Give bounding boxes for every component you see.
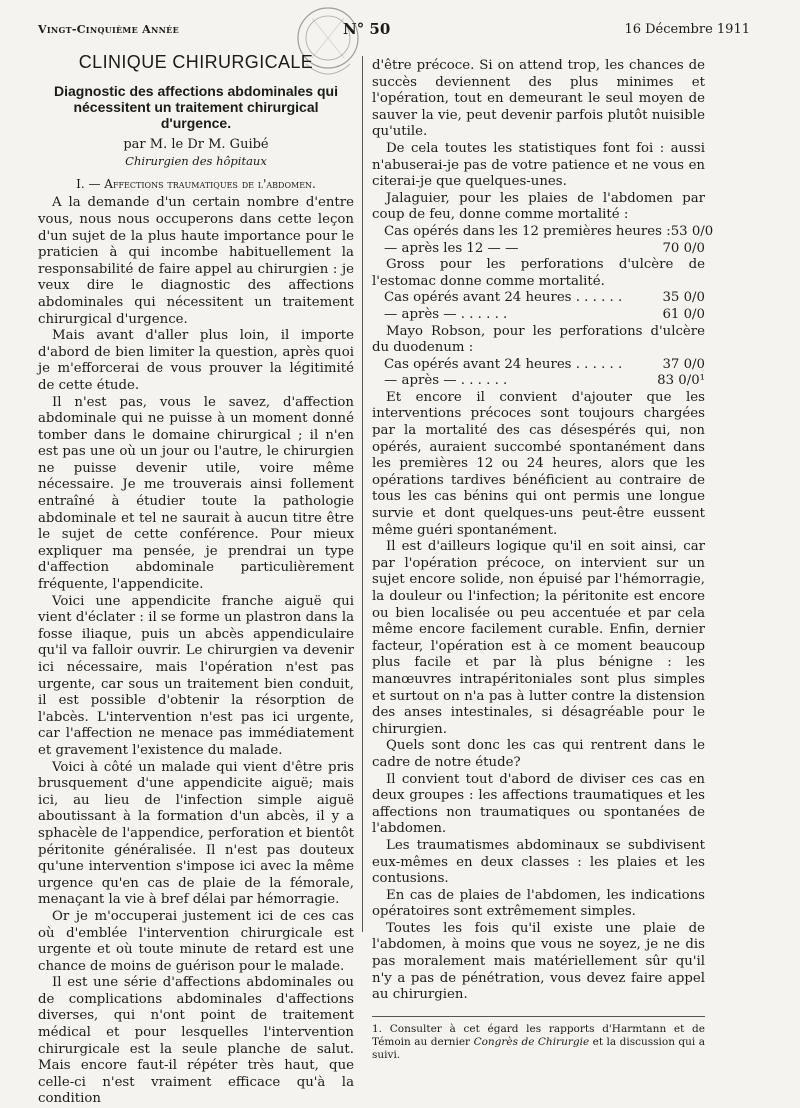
stat-row — [372, 241, 705, 258]
author-affiliation: Chirurgien des hôpitaux — [125, 154, 267, 169]
paragraph: Il est d'ailleurs logique qu'il en soit ainsi, car par l'opération précoce, on intervient sur un sujet encore solide, non épuisé par l'hémorragie, la douleur ou l'infection; la péritonite est encore ou bien localisée ou peu accentuée et par cela même encore facilement curable. Enfin, dernier facteur, l'opération est à ce moment beaucoup plus facile et par là plus bénigne : les manœuvres intrapéritoniales sont plus simples et surtout on n'a pas à lutter contre la distension des anses intestinales, si désagréable pour le chirurgien. — [372, 539, 705, 737]
stat-label: — après — . . . . . . — [384, 373, 508, 389]
paragraph: Voici une appendicite franche aiguë qui vient d'éclater : il se forme un plastron dans la fosse iliaque, puis un abcès appendiculaire qu'il va falloir ouvrir. Le chirurgien va devenir ici nécessaire, mais l'opération n'est pas urgente, car sous un traitement bien conduit, il est possible d'obtenir la résorption de l'abcès. L'intervention n'est pas ici urgente, car l'affection ne menace pas immédiatement et gravement l'existence du malade. — [38, 593, 354, 758]
paragraph: Mayo Robson, pour les perforations d'ulcère du duodenum : — [372, 323, 705, 356]
paragraph: Toutes les fois qu'il existe une plaie de l'abdomen, à moins que vous ne soyez, je ne dis pas moralement mais matériellement sûr qu'il n'y a pas de pénétration, vous devez faire appel au chirurgien. — [372, 920, 705, 1003]
stat-label: Cas opérés avant 24 heures . . . . . . — [384, 290, 623, 306]
stat-value: 61 0/0 — [662, 306, 705, 322]
paragraph: Mais avant d'aller plus loin, il importe d'abord de bien limiter la question, après quoi je m'efforcerai de vous prouver la légitimité de cette étude. — [38, 328, 354, 393]
paragraph: Voici à côté un malade qui vient d'être pris brusquement d'une appendicite aiguë; mais ici, au lieu de l'infection simple aiguë aboutissant à la formation d'un abcès, il y a sphacèle de l'appendice, perforation et bientôt péritonite généralisée. Il n'est pas douteux qu'une intervention s'impose ici avec la même urgence qu'en cas de plaie de la fémorale, menaçant la vie à bref délai par hémorragie. — [38, 759, 354, 908]
stat-label: — après les 12 — — — [384, 240, 519, 256]
stat-value: 70 0/0 — [662, 240, 705, 256]
stat-label: — après — . . . . . . — [384, 306, 508, 322]
paragraph: Quels sont donc les cas qui rentrent dans le cadre de notre étude? — [372, 738, 705, 770]
paragraph: En cas de plaies de l'abdomen, les indications opératoires sont extrêmement simples. — [372, 887, 705, 920]
stat-label: Cas opérés avant 24 heures . . . . . . — [384, 356, 623, 372]
article-title: Diagnostic des affections abdominales qui nécessitent un traitement chirurgical d'urgence. — [54, 82, 338, 131]
paragraph: Or je m'occuperai justement ici de ces cas où d'emblée l'intervention chirurgicale est urgente et où toute minute de retard est une chance de moins de guérison pour le malade. — [38, 908, 354, 974]
volume-year: Vingt-Cinquième Année — [38, 23, 179, 36]
footnote — [372, 1016, 705, 1062]
right-column — [372, 58, 714, 1061]
footnote-text: 1. Consulter à cet égard les rapports d'Harmtann et de Témoin au dernier — [372, 1022, 705, 1048]
running-header — [38, 20, 750, 42]
stat-value: 83 0/0¹ — [657, 373, 705, 389]
stat-value: 35 0/0 — [662, 290, 705, 306]
paragraph: Il convient tout d'abord de diviser ces cas en deux groupes : les affections traumatiques et les affections non traumatiques ou spontanées de l'abdomen. — [372, 771, 705, 837]
paragraph: Gross pour les perforations d'ulcère de l'estomac donne comme mortalité. — [372, 257, 705, 289]
footnote-text-end: et la discussion qui a suivi. — [372, 1035, 706, 1061]
left-column — [38, 50, 354, 1107]
stat-label: Cas opérés dans les 12 premières heures : — [384, 223, 671, 239]
paragraph: Il n'est pas, vous le savez, d'affection abdominale qui ne puisse à un moment donné tomber dans le domaine chirurgical ; il n'en est pas une où un jour ou l'autre, le chirurgien ne puisse devenir utile, voire même nécessaire. Je me trouverais ainsi follement entraîné à étudier toute la pathologie abdominale et tel ne saurait à aucun titre être le sujet de cette conférence. Pour mieux expliquer ma pensée, je prendrai un type d'affection abdominale particulièrement fréquente, l'appendicite. — [38, 394, 354, 593]
footnote-citation: Congrès de Chirurgie — [473, 1035, 590, 1048]
stat-row — [372, 223, 714, 241]
paragraph: d'être précoce. Si on attend trop, les chances de succès deviennent des plus minimes et l'opération, tout en demeurant le seul moyen de sauver la vie, peut devenir parfois plutôt nuisible qu'utile. — [372, 58, 705, 140]
paragraph: Les traumatismes abdominaux se subdivisent eux-mêmes en deux classes : les plaies et les contusions. — [372, 837, 705, 887]
paragraph: A la demande d'un certain nombre d'entre vous, nous nous occuperons dans cette leçon d'un sujet de la plus haute importance pour le praticien à qui incombe habituellement la responsabilité de faire appel au chirurgien : je veux dire le diagnostic des affections abdominales qui nécessitent un traitement chirurgical d'urgence. — [38, 195, 354, 327]
stat-row — [372, 290, 705, 307]
section-heading: I. — Affections traumatiques de l'abdomen. — [76, 176, 316, 191]
stat-row — [372, 307, 705, 324]
paragraph: Et encore il convient d'ajouter que les interventions précoces sont toujours chargées par la mortalité des cas désespérés qui, non opérés, auraient succombé spontanément dans les premières 12 ou 24 heures, alors que les opérations tardives bénéficient au contraire de tous les cas bénins qui ont permis une longue survie et dont quelques-uns peut-être eussent même guéri spontanément. — [372, 389, 705, 538]
stat-row — [372, 373, 705, 390]
stat-row — [372, 357, 705, 374]
column-divider — [362, 56, 363, 932]
article-author: par M. le Dr M. Guibé — [123, 136, 269, 152]
issue-date: 16 Décembre 1911 — [624, 22, 750, 37]
paragraph: Jalaguier, pour les plaies de l'abdomen par coup de feu, donne comme mortalité : — [372, 190, 705, 223]
stat-value: 37 0/0 — [662, 356, 705, 372]
paragraph: De cela toutes les statistiques font foi : aussi n'abuserai-je pas de votre patience et ne vous en citerai-je que quelques-unes. — [372, 140, 705, 190]
stat-value: 53 0/0 — [670, 223, 714, 239]
rubric-title: CLINIQUE CHIRURGICALE — [78, 52, 314, 72]
issue-number: N° 50 — [343, 20, 391, 38]
paragraph: Il est une série d'affections abdominales ou de complications abdominales d'affections diverses, qui n'ont point de traitement médical et pour lesquelles l'intervention chirurgicale est la seule planche de salut. Mais encore faut-il répéter très haut, que celle-ci n'est vraiment efficace qu'à la condition — [38, 975, 354, 1107]
